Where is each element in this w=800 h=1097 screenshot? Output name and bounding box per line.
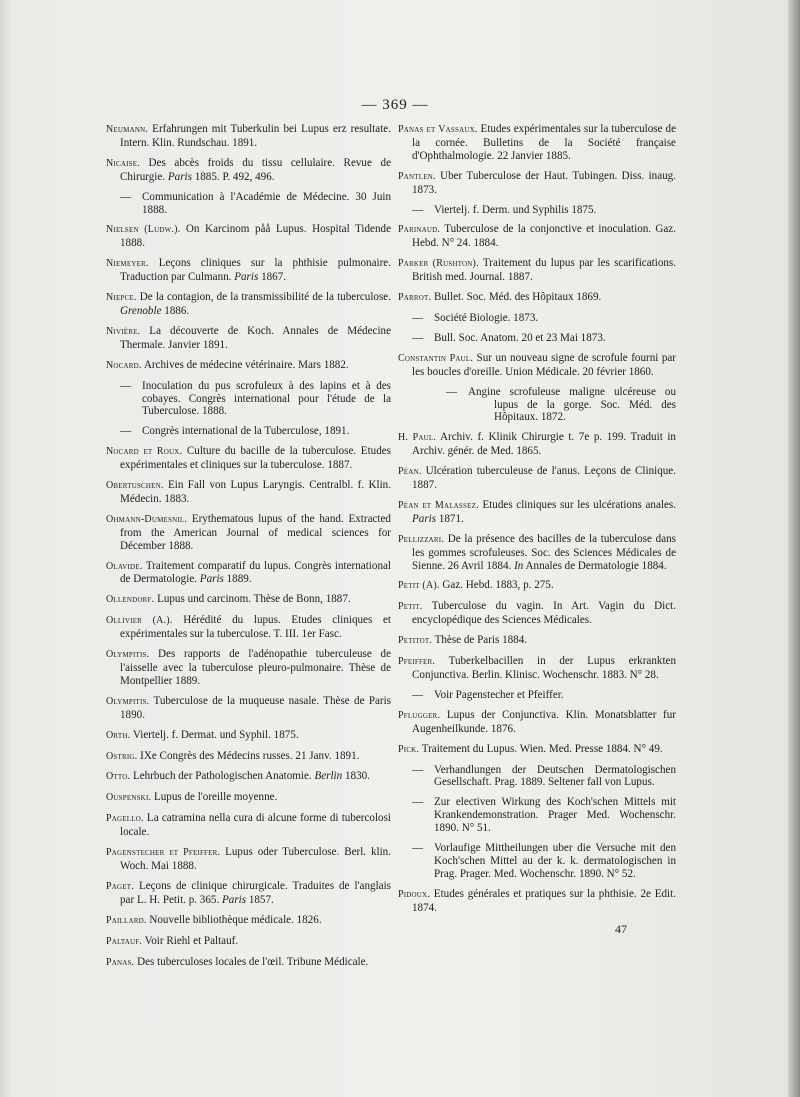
entry-text: Des tuberculoses locales de l'œil. Tribune Médicale. (137, 955, 369, 968)
entry-author: Parinaud. (398, 224, 441, 236)
page-number: — 369 — (361, 97, 429, 113)
entry-text: Lupus und carcinom. Thèse de Bonn, 1887. (157, 593, 351, 606)
entry-place: Grenoble (120, 304, 162, 317)
entry-text: Etudes générales et pratiques sur la phthisie. 2e Edit. 1874. (412, 887, 676, 914)
entry-text: Archiv. f. Klinik Chirurgie t. 7e p. 199. Traduit in Archiv. génér. de Med. 1865. (412, 431, 676, 458)
entry-author: Paillard. (106, 914, 147, 926)
entry-author: Niemeyer. (106, 258, 149, 270)
bibliography-entry (106, 425, 391, 438)
bibliography-entry (398, 223, 676, 250)
entry-place: Paris (199, 573, 224, 586)
bibliography-entry (106, 956, 391, 970)
bibliography-entry (398, 123, 676, 163)
entry-author: Pick. (398, 743, 420, 755)
bibliography-entry (398, 743, 676, 757)
bibliography-entry (398, 332, 676, 345)
entry-text: Tuberculose de la conjonctive et inoculation. Gaz. Hebd. N° 24. 1884. (412, 223, 676, 250)
entry-author: H. Paul. (398, 432, 437, 444)
bibliography-entry (106, 935, 391, 949)
entry-text: Traitement du lupus par les scarifications. British med. Journal. 1887. (412, 257, 677, 284)
entry-text: Thèse de Paris 1884. (434, 634, 528, 647)
entry-text: Gaz. Hebd. 1883, p. 275. (442, 579, 554, 592)
entry-author: Niepce. (106, 292, 137, 304)
entry-text: Voir Pagenstecher et Pfeiffer. (434, 688, 564, 701)
entry-author: Olympitis. (106, 649, 150, 661)
bibliography-entry (106, 812, 391, 839)
entry-author: Parrot. (398, 292, 432, 304)
bibliography-entry (106, 560, 391, 587)
entry-text: Hérédité du lupus. Etudes cliniques et expérimentales sur la tuberculose. T. III. 1er Fasc. (120, 614, 391, 641)
entry-place: Paris (167, 170, 192, 183)
entry-text: Tuberculose de la muqueuse nasale. Thèse de Paris 1890. (120, 694, 392, 721)
entry-dash: — (412, 763, 424, 776)
entry-text: Ulcération tuberculeuse de l'anus. Leçons de Clinique. 1887. (412, 465, 676, 492)
entry-text: Sur un nouveau signe de scrofule fourni par les boucles d'oreille. Union Médicale. 20 février 1860. (412, 351, 676, 378)
entry-text: De la contagion, de la transmissibilité de la tuberculose. (139, 291, 391, 304)
entry-rest: 1886. (164, 304, 190, 317)
entry-text: Zur electiven Wirkung des Koch'schen Mittels mit Krankendemonstration. Prager Med. Wochenschr. 1890. N° 51. (434, 796, 676, 835)
entry-rest: 1889. (226, 573, 252, 586)
entry-author: Nielsen (Ludw.). (106, 224, 181, 236)
entry-text: Leçons cliniques sur la phthisie pulmonaire. Traduction par Culmann. (120, 257, 391, 284)
entry-author: Péan. (398, 466, 422, 478)
entry-text: Traitement du Lupus. Wien. Med. Presse 1884. N° 49. (421, 742, 663, 755)
bibliography-entry (398, 764, 676, 790)
entry-author: Pidoux. (398, 888, 431, 900)
bibliography-entry (106, 325, 391, 352)
bibliography-entry (106, 223, 391, 250)
entry-place: Berlin (314, 770, 343, 783)
bibliography-entry (106, 914, 391, 928)
bibliography-entry (106, 729, 391, 743)
entry-text: Lupus oder Tuberculose. Berl. klin. Woch. Mai 1888. (120, 846, 391, 872)
entry-author: Ostrig. (106, 750, 138, 762)
entry-author: Paltauf. (106, 935, 143, 947)
bibliography-entry (398, 170, 676, 197)
entry-rest: Annales de Dermatologie 1884. (525, 559, 667, 572)
bibliography-entry (398, 465, 676, 492)
entry-place: Paris (222, 893, 247, 906)
bibliography-entry (106, 593, 391, 607)
bibliography-entry (106, 513, 391, 553)
bibliography-entry (106, 479, 391, 506)
entry-text: Erythematous lupus of the hand. Extracted from the American Journal of medical sciences for Décember 1888. (120, 512, 391, 552)
bibliography-entry (398, 709, 676, 736)
entry-author: Paget. (106, 880, 134, 892)
entry-text: La découverte de Koch. Annales de Médecine Thermale. Janvier 1891. (120, 324, 391, 351)
entry-place: Paris (234, 271, 259, 284)
signature-mark: 47 (615, 922, 627, 936)
left-column (106, 123, 391, 976)
entry-author: Pagello. (106, 813, 144, 825)
bibliography-entry (106, 291, 391, 318)
entry-text: Des rapports de l'adénopathie tuberculeuse de l'aisselle avec la tuberculose pleuro-pulmonaire. Thèse de Montpellier 1889. (120, 648, 391, 687)
bibliography-entry (398, 533, 676, 573)
entry-author: Obertuschen. (106, 480, 164, 492)
entry-dash: — (412, 203, 424, 216)
entry-author: Olavide. (106, 560, 143, 572)
entry-author: Pellizzari. (398, 533, 445, 545)
entry-author: Panas. (106, 956, 135, 968)
entry-author: Olympitis. (106, 695, 150, 707)
bibliography-entry (106, 648, 391, 688)
entry-text: Tuberculose du vagin. In Art. Vagin du Dict. encyclopédique des Sciences Médicales. (412, 600, 676, 627)
entry-text: Bull. Soc. Anatom. 20 et 23 Mai 1873. (434, 331, 606, 344)
bibliography-entry (398, 888, 676, 915)
bibliography-entry (106, 257, 391, 284)
entry-text: Angine scrofuleuse maligne ulcéreuse ou lupus de la gorge. Soc. Méd. des Hôpitaux. 1872. (468, 385, 676, 424)
bibliography-entry (106, 791, 391, 805)
entry-text: Société Biologie. 1873. (434, 311, 539, 324)
bibliography-entry (398, 842, 676, 881)
entry-text: Leçons de clinique chirurgicale. Traduites de l'anglais par L. H. Petit. p. 365. (120, 879, 391, 906)
entry-dash: — (412, 796, 424, 809)
bibliography-entry (398, 499, 676, 526)
bibliography-entry (398, 655, 676, 682)
entry-author: Panas et Vassaux. (398, 124, 478, 135)
entry-text: Archives de médecine vétérinaire. Mars 1882. (143, 358, 349, 371)
entry-rest: 1867. (261, 271, 287, 284)
entry-dash: — (412, 311, 424, 324)
entry-author: Nivière. (106, 325, 141, 337)
entry-rest: 1871. (438, 512, 464, 525)
entry-dash: — (412, 842, 424, 855)
book-spine-shadow (788, 0, 800, 1097)
entry-author: Nocard. (106, 359, 142, 371)
bibliography-entry (398, 579, 676, 593)
entry-author: Pflugger. (398, 709, 441, 721)
entry-author: Pfeiffer. (398, 656, 436, 668)
entry-text: Traitement comparatif du lupus. Congrès international de Dermatologie. (120, 559, 391, 586)
bibliography-entry (398, 291, 676, 305)
entry-place: Paris (412, 512, 437, 525)
entry-dash: — (120, 379, 132, 392)
bibliography-entry (106, 846, 391, 873)
entry-author: Neumann. (106, 124, 149, 135)
entry-author: Petitot. (398, 635, 433, 647)
entry-author: Petit. (398, 601, 423, 613)
bibliography-entry (398, 312, 676, 325)
entry-text: IXe Congrès des Médecins russes. 21 Janv. 1891. (140, 749, 360, 762)
entry-author: Ollendorf. (106, 594, 155, 606)
entry-text: Bullet. Soc. Méd. des Hôpitaux 1869. (433, 291, 602, 304)
bibliography-entry (398, 796, 676, 835)
entry-text: Lupus der Conjunctiva. Klin. Monatsblatter fur Augenheilkunde. 1876. (412, 708, 676, 735)
bibliography-entry (398, 431, 676, 458)
entry-text: Verhandlungen der Deutschen Dermatologischen Gesellschaft. Prag. 1889. Seltener fall von Lupus. (434, 763, 676, 789)
bibliography-entry (106, 445, 391, 472)
entry-text: Culture du bacille de la tuberculose. Etudes expérimentales et cliniques sur la tuberculose. 1887. (120, 445, 391, 472)
bibliography-entry (106, 770, 391, 784)
bibliography-entry (398, 689, 676, 702)
entry-author: Nocard et Roux. (106, 446, 183, 458)
entry-rest: 1830. (344, 770, 370, 783)
bibliography-entry (106, 380, 391, 419)
entry-dash: — (412, 331, 424, 344)
entry-author: Pagenstecher et Pfeiffer. (106, 847, 221, 859)
entry-dash: — (120, 425, 132, 438)
entry-text: Nouvelle bibliothèque médicale. 1826. (149, 913, 322, 926)
bibliography-entry (398, 204, 676, 217)
entry-text: Inoculation du pus scrofuleux à des lapins et à des cobayes. Congrès international pour l'étude de la Tuberculose. 1888. (142, 379, 391, 418)
entry-author: Parker (Rushton). (398, 258, 479, 270)
entry-author: Ollivier (A.). (106, 615, 173, 627)
entry-text: Etudes cliniques sur les ulcérations anales. (482, 498, 676, 511)
entry-author: Péan et Malassez. (398, 499, 479, 511)
entry-author: Ouspenski. (106, 792, 152, 804)
bibliography-entry (398, 386, 676, 425)
entry-text: Ein Fall von Lupus Laryngis. Centralbl. f. Klin. Médecin. 1883. (120, 479, 391, 505)
entry-author: Petit (A). (398, 580, 440, 592)
entry-text: Etudes expérimentales sur la tuberculose de la cornée. Bulletins de la Société française d'Ophthalmologie. 22 Janvier 1885. (412, 123, 676, 162)
bibliography-entry (398, 352, 676, 379)
bibliography-entry (398, 634, 676, 648)
entry-dash: — (446, 385, 458, 398)
bibliography-entry (398, 600, 676, 627)
entry-text: Viertelj. f. Dermat. und Syphil. 1875. (132, 728, 299, 741)
bibliography-entry (106, 614, 391, 641)
entry-rest: 1885. P. 492, 496. (194, 170, 275, 183)
entry-text: Communication à l'Académie de Médecine. 30 Juin 1888. (142, 190, 391, 216)
entry-author: Otto. (106, 771, 131, 783)
entry-text: Tuberkelbacillen in der Lupus erkrankten Conjunctiva. Berlin. Klinisc. Wochenschr. 1883. N° 28. (412, 655, 676, 681)
entry-text: Lehrbuch der Pathologischen Anatomie. (132, 770, 312, 783)
bibliography-entry (106, 359, 391, 373)
bibliography-entry (106, 157, 391, 184)
bibliography-entry (106, 750, 391, 764)
entry-author: Constantin Paul. (398, 352, 474, 364)
entry-text: Lupus de l'oreille moyenne. (153, 791, 278, 804)
entry-author: Pantlen. (398, 170, 436, 182)
entry-place: In (514, 559, 524, 572)
entry-text: Des abcès froids du tissu cellulaire. Revue de Chirurgie. (120, 156, 391, 183)
entry-author: Ohmann-Dumesnil. (106, 513, 188, 525)
entry-rest: 1857. (248, 893, 274, 906)
bibliography-entry (106, 191, 391, 217)
entry-text: On Karcinom påå Lupus. Hospital Tidende 1888. (120, 223, 391, 250)
bibliography-entry (106, 880, 391, 907)
entry-text: Erfahrungen mit Tuberkulin bei Lupus erz resultate. Intern. Klin. Rundschau. 1891. (120, 123, 391, 149)
entry-text: De la présence des bacilles de la tuberculose dans les gommes scrofuleuses. Soc. des Sciences Médicales de Sienne. 26 Avril 1884. (412, 532, 676, 572)
right-column (398, 123, 676, 922)
entry-text: Viertelj. f. Derm. und Syphilis 1875. (434, 203, 597, 216)
entry-text: Uber Tuberculose der Haut. Tubingen. Diss. inaug. 1873. (412, 169, 676, 196)
entry-text: Vorlaufige Mittheilungen uber die Versuche mit den Koch'schen Mittel au der k. k. dermatologischen in Prag. Prager. Med. Wochenschr. 1890. N° 52. (434, 842, 676, 880)
entry-dash: — (120, 190, 132, 203)
bibliography-entry (106, 695, 391, 722)
entry-text: La catramina nella cura di alcune forme di tubercolosi locale. (120, 812, 391, 839)
bibliography-entry (398, 257, 676, 284)
entry-text: Voir Riehl et Paltauf. (144, 934, 239, 947)
bibliography-entry (106, 123, 391, 150)
entry-text: Congrès international de la Tuberculose, 1891. (142, 425, 350, 438)
entry-dash: — (412, 688, 424, 701)
entry-author: Nicaise. (106, 157, 140, 169)
entry-author: Orth. (106, 729, 131, 741)
